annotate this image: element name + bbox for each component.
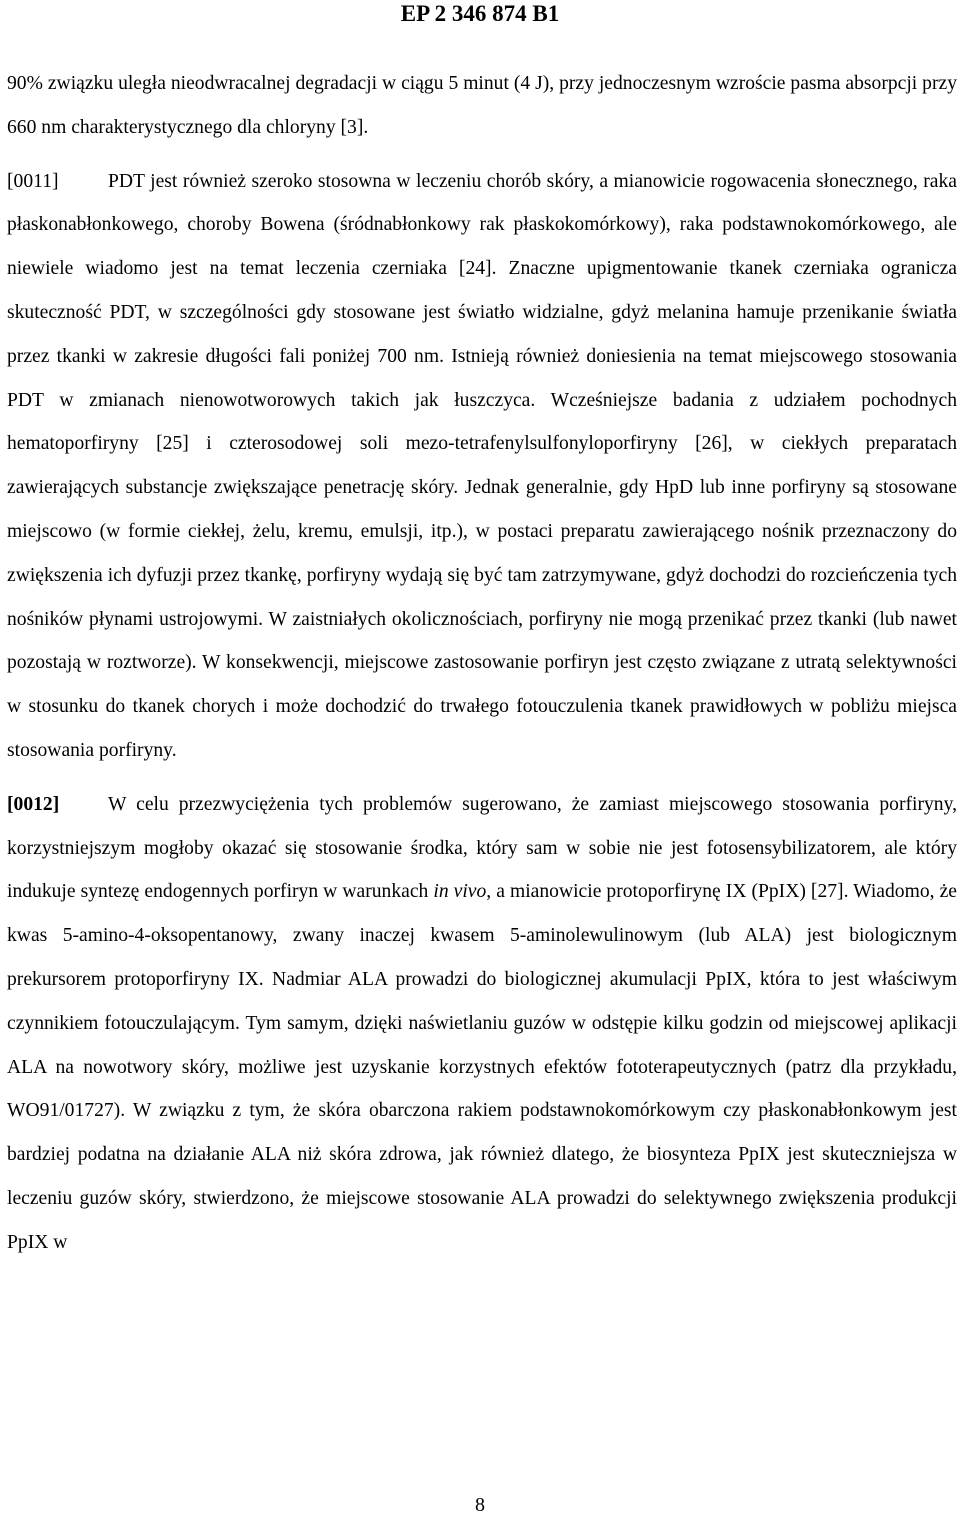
paragraph-number: [0011] bbox=[7, 170, 59, 192]
paragraph-text: PDT jest również szeroko stosowna w leczeniu chorób skóry, a mianowicie rogowacenia słonecznego, raka płaskonabłonkowego, choroby Bowena (śródnabłonkowy rak płaskokomórkowy), raka podstawnokomórkowego, ale niewiele wiadomo jest na temat leczenia czerniaka [24]. Znaczne upigmentowanie tkanek czerniaka ogranicza skuteczność PDT, w szczególności gdy stosowane jest światło widzialne, gdyż melanina hamuje przenikanie światła przez tkanki w zakresie długości fali poniżej 700 nm. Istnieją również doniesienia na temat miejscowego stosowania PDT w zmianach nienowotworowych takich jak łuszczyca. Wcześniejsze badania z udziałem pochodnych hematoporfiryny [25] i czterosodowej soli mezo-tetrafenylsulfonyloporfiryny [26], w ciekłych preparatach zawierających substancje zwiększające penetrację skóry. Jednak generalnie, gdy HpD lub inne porfiryny są stosowane miejscowo (w formie ciekłej, żelu, kremu, emulsji, itp.), w postaci preparatu zawierającego nośnik przeznaczony do zwiększenia ich dyfuzji przez tkankę, porfiryny wydają się być tam zatrzymywane, gdyż dochodzi do rozcieńczenia tych nośników płynami ustrojowymi. W zaistniałych okolicznościach, porfiryny nie mogą przenikać przez tkanki (lub nawet pozostają w roztworze). W konsekwencji, miejscowe zastosowanie porfiryn jest często związane z utratą selektywności w stosunku do tkanek chorych i może dochodzić do trwałego fotouczulenia tkanek prawidłowych w pobliżu miejsca stosowania porfiryny. bbox=[7, 170, 957, 761]
paragraph-0011 bbox=[7, 160, 957, 773]
paragraph-0012 bbox=[7, 783, 957, 1265]
paragraph-continuation bbox=[7, 62, 957, 150]
paragraph-number: [0012] bbox=[7, 793, 60, 815]
paragraph-text: 90% związku uległa nieodwracalnej degradacji w ciągu 5 minut (4 J), przy jednoczesnym wzroście pasma absorpcji przy 660 nm charakterystycznego dla chloryny [3]. bbox=[7, 73, 957, 138]
document-body bbox=[7, 62, 957, 1265]
paragraph-text: W celu przezwyciężenia tych problemów sugerowano, że zamiast miejscowego stosowania porfiryny, korzystniejszym mogłoby okazać się stosowanie środka, który sam w sobie nie jest fotosensybilizatorem, ale który indukuje syntezę endogennych porfiryn w warunkach in vivo, a mianowicie protoporfirynę IX (PpIX) [27]. Wiadomo, że kwas 5-amino-4-oksopentanowy, zwany inaczej kwasem 5-aminolewulinowym (lub ALA) jest biologicznym prekursorem protoporfiryny IX. Nadmiar ALA prowadzi do biologicznej akumulacji PpIX, która to jest właściwym czynnikiem fotouczulającym. Tym samym, dzięki naświetlaniu guzów w odstępie kilku godzin od miejscowej aplikacji ALA na nowotwory skóry, możliwe jest uzyskanie korzystnych efektów fototerapeutycznych (patrz dla przykładu, WO91/01727). W związku z tym, że skóra obarczona rakiem podstawnokomórkowym czy płaskonabłonkowym jest bardziej podatna na działanie ALA niż skóra zdrowa, jak również dlatego, że biosynteza PpIX jest skuteczniejsza w leczeniu guzów skóry, stwierdzono, że miejscowe stosowanie ALA prowadzi do selektywnego zwiększenia produkcji PpIX w bbox=[7, 793, 957, 1253]
publication-number-header: EP 2 346 874 B1 bbox=[400, 1, 560, 26]
page-number: 8 bbox=[475, 1494, 485, 1516]
